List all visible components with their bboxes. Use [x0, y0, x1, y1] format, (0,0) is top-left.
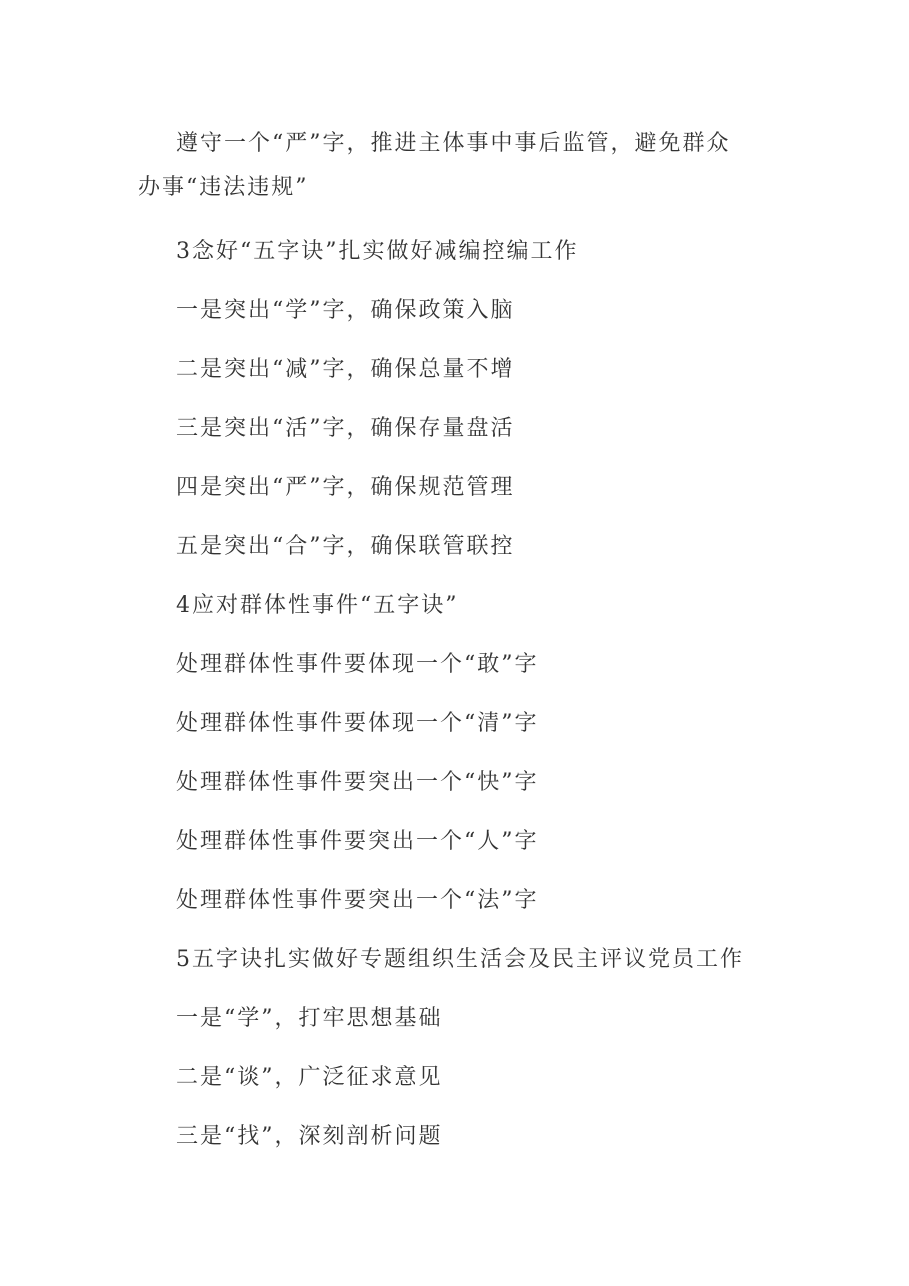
- paragraph: [138, 524, 778, 570]
- paragraph: [138, 642, 778, 688]
- text-line: 处理群体性事件要突出一个“人”字: [176, 829, 539, 854]
- text-line: 三是“找”，深刻剖析问题: [176, 1124, 443, 1149]
- text-line: 四是突出“严”字，确保规范管理: [176, 475, 515, 500]
- paragraph: [138, 1114, 778, 1160]
- paragraph: [138, 1055, 778, 1101]
- section-heading: [138, 583, 778, 629]
- text-line: 一是“学”，打牢思想基础: [176, 1006, 443, 1031]
- text-line: 三是突出“活”字，确保存量盘活: [176, 416, 515, 441]
- paragraph: [138, 406, 778, 452]
- paragraph: [138, 701, 778, 747]
- text-line: 3念好“五字诀”扎实做好减编控编工作: [176, 239, 579, 264]
- text-line: 处理群体性事件要突出一个“快”字: [176, 770, 539, 795]
- text-line: 五是突出“合”字，确保联管联控: [176, 534, 515, 559]
- text-line: 办事“违法违规”: [138, 175, 309, 200]
- text-line: 遵守一个“严”字，推进主体事中事后监管，避免群众: [176, 131, 731, 156]
- paragraph: [138, 996, 778, 1042]
- text-line: 一是突出“学”字，确保政策入脑: [176, 298, 515, 323]
- paragraph: [138, 347, 778, 393]
- text-line: 处理群体性事件要体现一个“敢”字: [176, 652, 539, 677]
- text-line: 处理群体性事件要突出一个“法”字: [176, 888, 539, 913]
- section-heading: [138, 937, 778, 983]
- text-line: 5五字诀扎实做好专题组织生活会及民主评议党员工作: [176, 947, 744, 972]
- text-line: 4应对群体性事件“五字诀”: [176, 593, 459, 618]
- paragraph: [138, 121, 778, 211]
- paragraph: [138, 760, 778, 806]
- text-line: 二是突出“减”字，确保总量不增: [176, 357, 515, 382]
- paragraph: [138, 878, 778, 924]
- paragraph: [138, 288, 778, 334]
- section-heading: [138, 229, 778, 275]
- paragraph: [138, 819, 778, 865]
- text-line: 处理群体性事件要体现一个“清”字: [176, 711, 539, 736]
- text-line: 二是“谈”，广泛征求意见: [176, 1065, 443, 1090]
- paragraph: [138, 465, 778, 511]
